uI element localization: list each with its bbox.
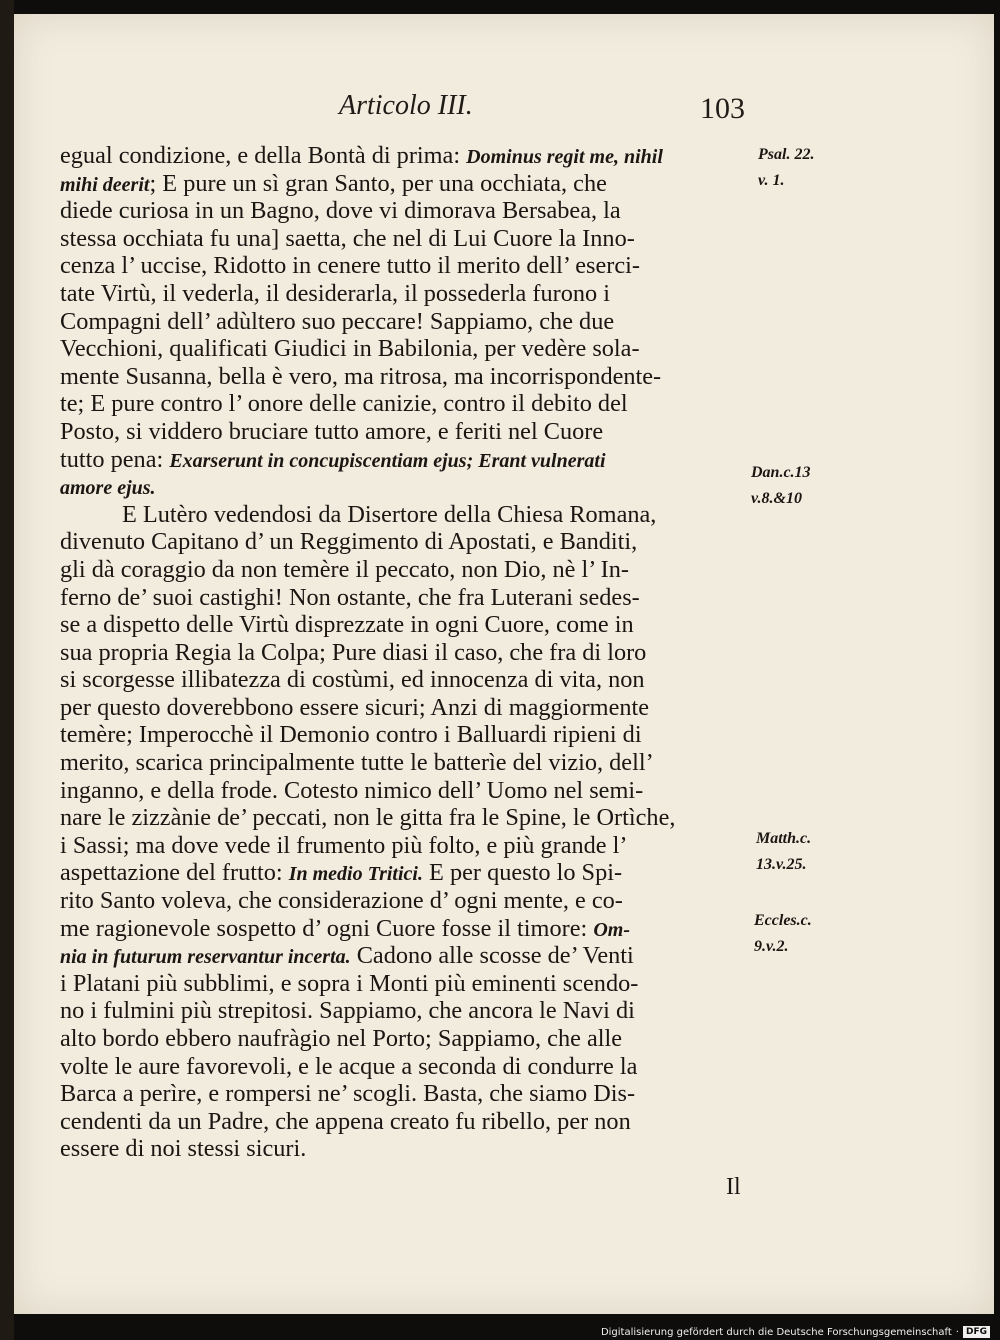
text-line bbox=[60, 584, 760, 612]
text-span: Compagni dell’ adùltero suo peccare! Sappiamo, che due bbox=[60, 307, 615, 335]
margin-note-matthew bbox=[756, 826, 811, 878]
text-line bbox=[60, 390, 760, 418]
latin-quotation: Dominus regit me, nihil bbox=[466, 146, 663, 168]
text-line bbox=[60, 997, 760, 1025]
text-line bbox=[60, 1135, 760, 1163]
text-span: i Platani più subblimi, e sopra i Monti più eminenti scendo- bbox=[60, 969, 639, 997]
text-line bbox=[60, 859, 760, 887]
margin-note-line: v. 1. bbox=[758, 172, 785, 189]
text-span: inganno, e della frode. Cotesto nimico dell’ Uomo nel semi- bbox=[60, 776, 644, 804]
dfg-logo-icon: DFG bbox=[963, 1326, 990, 1338]
text-line bbox=[60, 1108, 760, 1136]
text-span: si scorgesse illibatezza di costùmi, ed innocenza di vita, non bbox=[60, 666, 645, 694]
text-line bbox=[60, 639, 760, 667]
latin-quotation: Om- bbox=[593, 918, 630, 941]
text-line bbox=[60, 170, 760, 198]
margin-note-line: 13.v.25. bbox=[756, 856, 807, 873]
text-line bbox=[60, 1080, 760, 1108]
text-span: Vecchioni, qualificati Giudici in Babilonia, per vedère sola- bbox=[60, 335, 640, 363]
text-span: egual condizione, e della Bontà di prima: bbox=[60, 142, 467, 169]
text-span: tutto pena: bbox=[60, 445, 170, 473]
text-line bbox=[60, 970, 760, 998]
text-line bbox=[60, 804, 760, 832]
text-span: alto bordo ebbero naufràgio nel Porto; Sappiamo, che alle bbox=[60, 1025, 623, 1052]
running-head: Articolo III. bbox=[339, 90, 473, 121]
text-line bbox=[60, 363, 760, 391]
margin-note-line: Psal. 22. bbox=[758, 146, 815, 163]
page-number: 103 bbox=[700, 92, 745, 125]
text-line bbox=[60, 749, 760, 777]
text-line bbox=[60, 556, 760, 584]
text-line bbox=[60, 142, 760, 170]
book-page bbox=[14, 14, 994, 1314]
text-line bbox=[60, 942, 760, 970]
text-span: ferno de’ suoi castighi! Non ostante, che fra Luterani sedes- bbox=[60, 583, 640, 611]
margin-note-line: Matth.c. bbox=[756, 830, 812, 847]
page-header bbox=[14, 90, 994, 140]
text-span: Cadono alle scosse de’ Venti bbox=[350, 942, 634, 970]
text-span: rito Santo voleva, che considerazione d’ ogni mente, e co- bbox=[60, 887, 623, 915]
margin-note-ecclesiastes bbox=[754, 908, 812, 960]
text-span: mente Susanna, bella è vero, ma ritrosa, ma incorrispondente- bbox=[60, 362, 662, 390]
text-span: no i fulmini più strepitosi. Sappiamo, che ancora le Navi di bbox=[60, 997, 635, 1025]
text-line bbox=[60, 1053, 760, 1081]
text-span: me ragionevole sospetto d’ ogni Cuore fosse il timore: bbox=[60, 914, 594, 942]
text-line bbox=[60, 225, 760, 253]
text-line bbox=[60, 777, 760, 805]
text-span: cenza l’ uccise, Ridotto in cenere tutto il merito dell’ eserci- bbox=[60, 252, 640, 280]
text-line bbox=[60, 473, 760, 501]
text-span: volte le aure favorevoli, e le acque a seconda di condurre la bbox=[60, 1052, 638, 1080]
text-line bbox=[60, 252, 760, 280]
text-span: essere di noi stessi sicuri. bbox=[60, 1135, 307, 1163]
text-line bbox=[60, 528, 760, 556]
text-line bbox=[60, 666, 760, 694]
text-span: merito, scarica principalmente tutte le batterìe del vizio, dell’ bbox=[60, 749, 654, 777]
text-line bbox=[60, 887, 760, 915]
text-span: i Sassi; ma dove vede il frumento più folto, e più grande l’ bbox=[60, 831, 628, 859]
text-span: Barca a perìre, e rompersi ne’ scogli. Basta, che siamo Dis- bbox=[60, 1080, 636, 1108]
text-line bbox=[60, 446, 760, 474]
text-line bbox=[60, 280, 760, 308]
margin-note-line: v.8.&10 bbox=[751, 490, 802, 507]
latin-quotation: nia in futurum reservantur incerta. bbox=[60, 946, 351, 969]
text-span: divenuto Capitano d’ un Reggimento di Apostati, e Banditi, bbox=[60, 528, 638, 556]
catchword: Il bbox=[726, 1174, 741, 1200]
text-line bbox=[60, 832, 760, 860]
text-span: stessa occhiata fu una] saetta, che nel di Lui Cuore la Inno- bbox=[60, 224, 635, 252]
text-span: aspettazione del frutto: bbox=[60, 859, 289, 887]
text-line bbox=[60, 335, 760, 363]
text-span: tate Virtù, il vederla, il desiderarla, il possederla furono i bbox=[60, 279, 610, 307]
latin-quotation: Exarserunt in concupiscentiam ejus; Erant vulnerati bbox=[169, 449, 606, 472]
margin-note-line: Dan.c.13 bbox=[751, 464, 811, 481]
latin-quotation: In medio Tritici. bbox=[288, 863, 423, 886]
body-text bbox=[60, 142, 760, 1163]
latin-quotation: amore ejus. bbox=[60, 477, 156, 500]
book-spine bbox=[0, 0, 14, 1340]
margin-note-line: 9.v.2. bbox=[754, 938, 789, 955]
text-line bbox=[60, 1025, 760, 1053]
digitization-footer: Digitalisierung gefördert durch die Deutsche Forschungsgemeinschaft · DFG bbox=[601, 1326, 990, 1338]
latin-quotation: mihi deerit bbox=[60, 173, 150, 196]
text-span: ; E pure un sì gran Santo, per una occhiata, che bbox=[149, 169, 607, 197]
text-span: gli dà coraggio da non temère il peccato, non Dio, nè l’ In- bbox=[60, 555, 629, 583]
text-span: sua propria Regia la Colpa; Pure diasi il caso, che fra di loro bbox=[60, 638, 647, 666]
text-span: E Lutèro vedendosi da Disertore della Chiesa Romana, bbox=[122, 500, 657, 528]
footer-text: Digitalisierung gefördert durch die Deutsche Forschungsgemeinschaft bbox=[600, 1326, 952, 1338]
text-span: temère; Imperocchè il Demonio contro i Balluardi ripieni di bbox=[60, 721, 642, 749]
text-span: Posto, si viddero bruciare tutto amore, e feriti nel Cuore bbox=[60, 417, 604, 445]
text-span: diede curiosa in un Bagno, dove vi dimorava Bersabea, la bbox=[60, 197, 621, 225]
text-line bbox=[60, 501, 760, 529]
text-span: nare le zizzànie de’ peccati, non le gitta fra le Spine, le Ortìche, bbox=[60, 804, 676, 832]
text-line bbox=[60, 721, 760, 749]
text-line bbox=[60, 197, 760, 225]
text-span: per questo doverebbono essere sicuri; Anzi di maggiormente bbox=[60, 693, 650, 721]
text-span: cendenti da un Padre, che appena creato fu ribello, per non bbox=[60, 1107, 631, 1135]
text-span: te; E pure contro l’ onore delle canizie, contro il debito del bbox=[60, 390, 628, 418]
text-line bbox=[60, 694, 760, 722]
text-line bbox=[60, 418, 760, 446]
margin-note-daniel bbox=[751, 460, 811, 512]
text-span: E per questo lo Spi- bbox=[422, 859, 623, 887]
text-span: se a dispetto delle Virtù disprezzate in ogni Cuore, come in bbox=[60, 611, 634, 639]
margin-note-psalm bbox=[758, 142, 814, 194]
text-line bbox=[60, 308, 760, 336]
margin-note-line: Eccles.c. bbox=[754, 912, 812, 929]
text-line bbox=[60, 611, 760, 639]
text-line bbox=[60, 915, 760, 943]
